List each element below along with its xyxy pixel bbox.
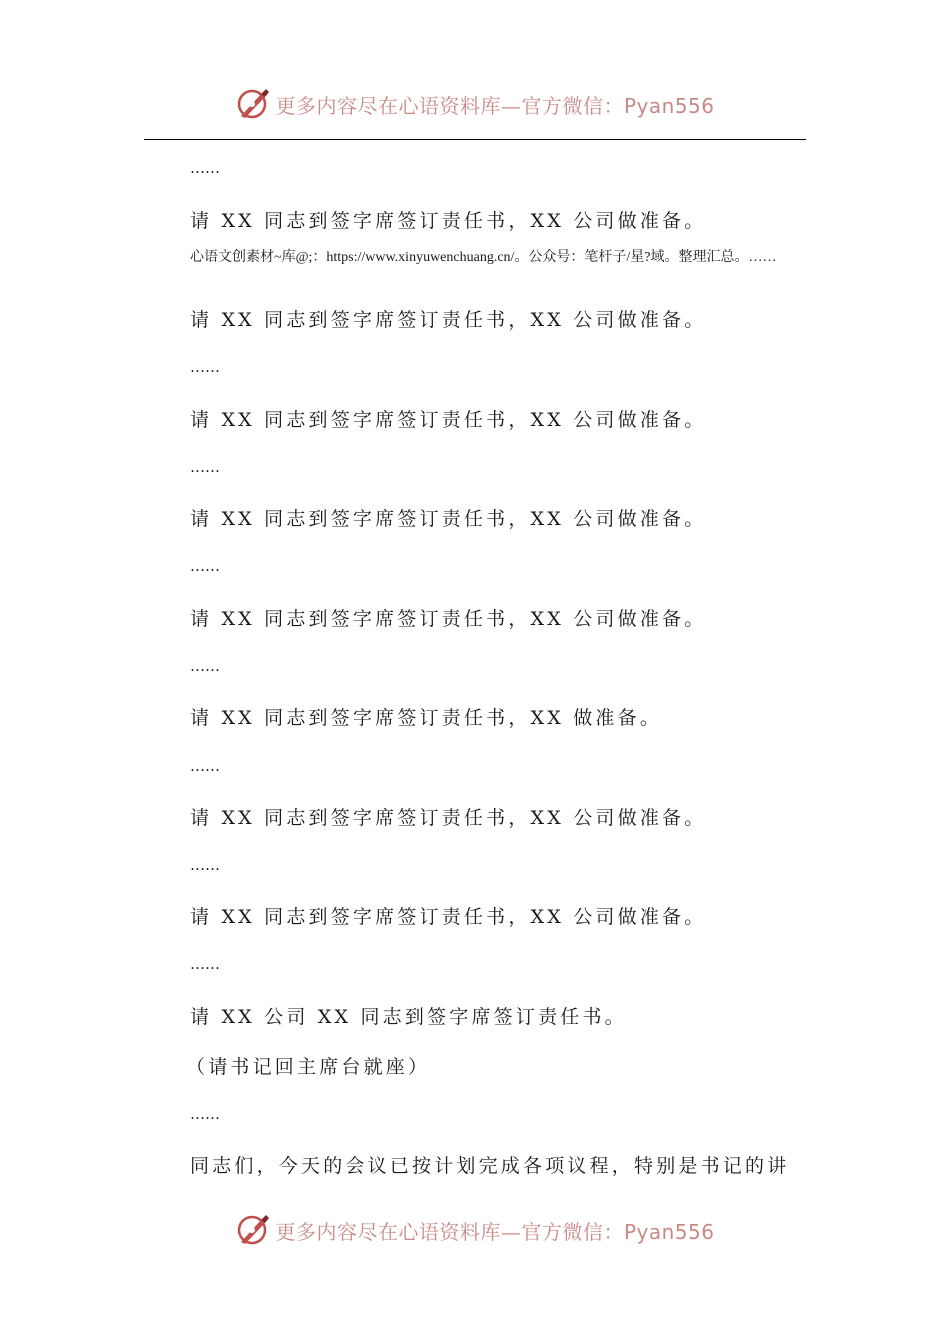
ellipsis: …… [190,955,220,973]
ellipsis: …… [190,159,220,177]
paragraph-sign: 请 XX 同志到签字席签订责任书，XX 公司做准备。 [190,309,707,331]
pen-circle-logo-icon [235,1212,271,1248]
paragraph-sign: 请 XX 同志到签字席签订责任书，XX 公司做准备。 [190,608,707,630]
ellipsis: …… [190,657,220,675]
ellipsis: …… [190,557,220,575]
stage-direction: （请书记回主席台就座） [186,1056,431,1078]
ellipsis: …… [190,358,220,376]
source-note: 心语文创素材~库@;：https://www.xinyuwenchuang.cn/。公众号：笔杆子/星?域。整理汇总。…… [190,250,777,265]
paragraph-sign: 请 XX 同志到签字席签订责任书，XX 公司做准备。 [190,210,707,232]
footer-banner [0,1210,950,1250]
header-divider [144,139,806,140]
ellipsis: …… [190,757,220,775]
paragraph-sign-final: 请 XX 公司 XX 同志到签字席签订责任书。 [190,1006,627,1028]
paragraph-closing: 同志们，今天的会议已按计划完成各项议程，特别是书记的讲 [190,1155,790,1177]
header-banner-text: 更多内容尽在心语资料库—官方微信：Pyan556 [275,93,715,118]
ellipsis: …… [190,458,220,476]
footer-banner-text: 更多内容尽在心语资料库—官方微信：Pyan556 [275,1219,715,1244]
paragraph-sign: 请 XX 同志到签字席签订责任书，XX 公司做准备。 [190,409,707,431]
header-banner [0,84,950,124]
ellipsis: …… [190,856,220,874]
paragraph-sign: 请 XX 同志到签字席签订责任书，XX 公司做准备。 [190,906,707,928]
ellipsis: …… [190,1105,220,1123]
paragraph-sign-short: 请 XX 同志到签字席签订责任书，XX 做准备。 [190,707,663,729]
pen-circle-logo-icon [235,86,271,122]
paragraph-sign: 请 XX 同志到签字席签订责任书，XX 公司做准备。 [190,508,707,530]
paragraph-sign: 请 XX 同志到签字席签订责任书，XX 公司做准备。 [190,807,707,829]
